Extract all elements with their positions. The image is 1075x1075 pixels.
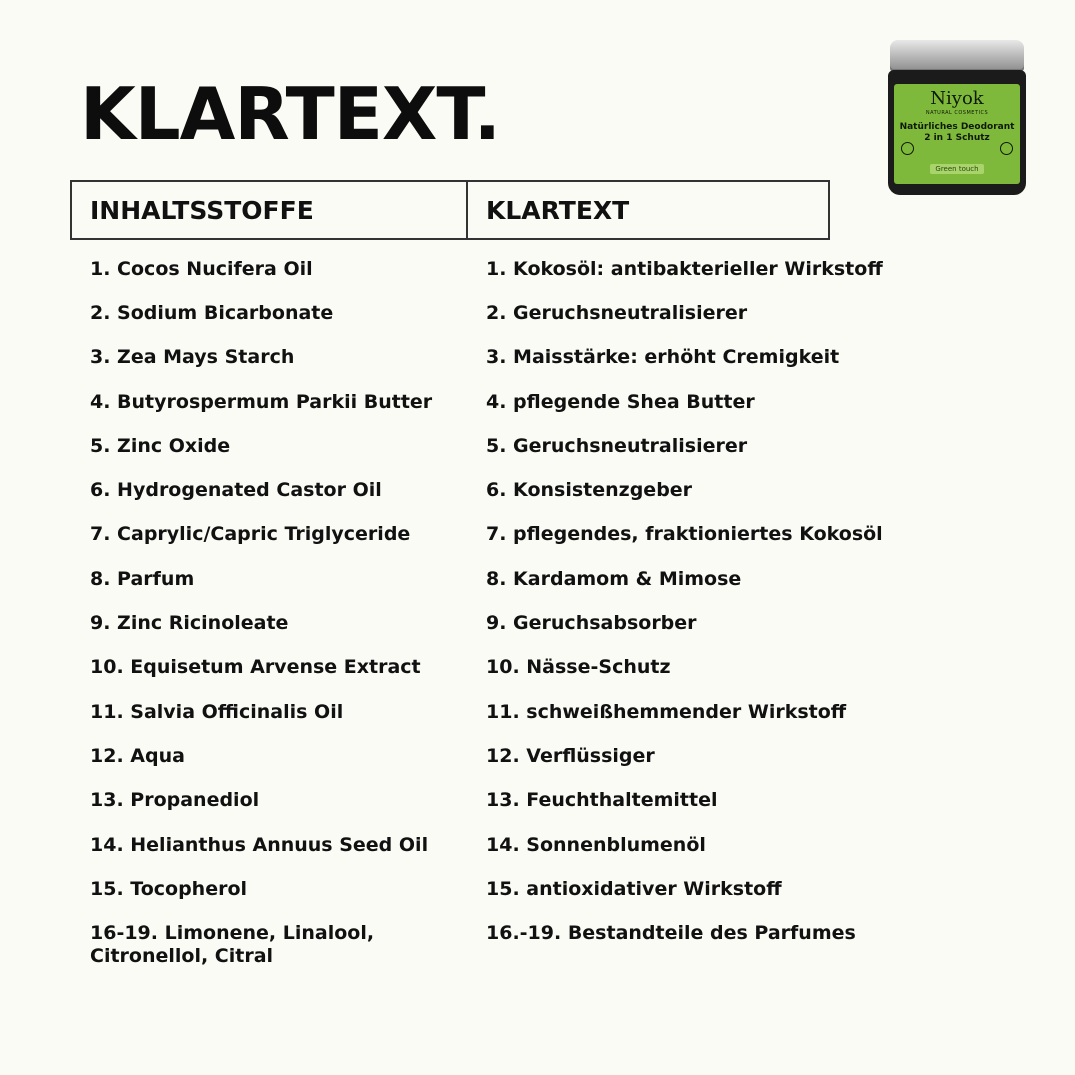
ingredient-name: 10. Equisetum Arvense Extract xyxy=(90,656,421,679)
ingredient-name: 14. Helianthus Annuus Seed Oil xyxy=(90,833,429,856)
ingredient-row xyxy=(90,435,970,458)
ingredient-explanation: 10. Nässe-Schutz xyxy=(486,656,671,679)
ingredient-name: 5. Zinc Oxide xyxy=(90,434,231,457)
product-name-line2: 2 in 1 Schutz xyxy=(924,133,990,143)
ingredient-list xyxy=(90,258,970,989)
ingredient-name: 6. Hydrogenated Castor Oil xyxy=(90,479,382,502)
ingredient-explanation: 6. Konsistenzgeber xyxy=(486,479,693,502)
ingredient-row xyxy=(90,656,970,679)
ingredient-explanation: 8. Kardamom & Mimose xyxy=(486,567,742,590)
ingredient-row xyxy=(90,922,970,968)
vegan-badge-icon xyxy=(901,142,914,155)
ingredient-explanation: 1. Kokosöl: antibakterieller Wirkstoff xyxy=(486,258,883,280)
ingredient-name: 9. Zinc Ricinoleate xyxy=(90,612,289,635)
ingredient-row xyxy=(90,568,970,591)
ingredient-name: 4. Butyrospermum Parkii Butter xyxy=(90,390,433,413)
ingredient-explanation: 13. Feuchthaltemittel xyxy=(486,789,718,812)
ingredient-name: 3. Zea Mays Starch xyxy=(90,346,295,369)
jar-lid xyxy=(890,40,1024,72)
ingredient-explanation: 7. pflegendes, fraktioniertes Kokosöl xyxy=(486,523,883,546)
ingredient-row xyxy=(90,878,970,901)
ingredient-row xyxy=(90,302,970,325)
ingredient-row xyxy=(90,479,970,502)
ingredient-row xyxy=(90,612,970,635)
ingredient-name: 13. Propanediol xyxy=(90,789,260,812)
ingredient-explanation: 5. Geruchsneutralisierer xyxy=(486,434,748,457)
jar-label xyxy=(894,84,1020,184)
ingredient-explanation: 3. Maisstärke: erhöht Cremigkeit xyxy=(486,346,840,369)
ingredient-row xyxy=(90,346,970,369)
ingredient-row xyxy=(90,701,970,724)
ingredient-explanation: 14. Sonnenblumenöl xyxy=(486,833,706,856)
ingredient-explanation: 15. antioxidativer Wirkstoff xyxy=(486,877,782,900)
ingredient-explanation: 12. Verflüssiger xyxy=(486,744,655,767)
jar-icons xyxy=(901,142,1013,155)
ingredient-name: 7. Caprylic/Capric Triglyceride xyxy=(90,523,411,546)
ingredient-name: 11. Salvia Officinalis Oil xyxy=(90,700,344,723)
product-jar-image xyxy=(888,40,1026,195)
ingredient-name: 8. Parfum xyxy=(90,567,195,590)
ingredient-name: 15. Tocopherol xyxy=(90,877,248,900)
ingredient-explanation: 9. Geruchsabsorber xyxy=(486,612,697,635)
ingredient-row xyxy=(90,745,970,768)
header-ingredients: INHALTSSTOFFE xyxy=(72,182,468,238)
product-subline: NATURAL COSMETICS xyxy=(925,110,989,116)
ingredient-row xyxy=(90,789,970,812)
page-title: KLARTEXT. xyxy=(80,72,500,156)
ingredient-explanation: 11. schweißhemmender Wirkstoff xyxy=(486,700,847,723)
product-scent: Green touch xyxy=(930,164,983,174)
product-brand: Niyok xyxy=(930,88,984,109)
ingredient-name: 16-19. Limonene, Linalool, Citronellol, Citral xyxy=(90,922,375,968)
ingredient-name: 2. Sodium Bicarbonate xyxy=(90,302,334,324)
ingredient-explanation: 2. Geruchsneutralisierer xyxy=(486,302,748,324)
product-name-line1: Natürliches Deodorant xyxy=(899,122,1015,132)
column-header-table xyxy=(70,180,830,240)
ingredient-explanation: 4. pflegende Shea Butter xyxy=(486,390,755,413)
ingredient-name: 1. Cocos Nucifera Oil xyxy=(90,258,313,280)
header-plain-text: KLARTEXT xyxy=(486,195,630,225)
ingredient-row xyxy=(90,391,970,414)
ingredient-explanation: 16.-19. Bestandteile des Parfumes xyxy=(486,922,856,945)
ingredient-row xyxy=(90,834,970,857)
ingredient-row xyxy=(90,523,970,546)
no-aluminium-badge-icon xyxy=(1000,142,1013,155)
ingredient-name: 12. Aqua xyxy=(90,744,185,767)
ingredient-row xyxy=(90,258,970,281)
